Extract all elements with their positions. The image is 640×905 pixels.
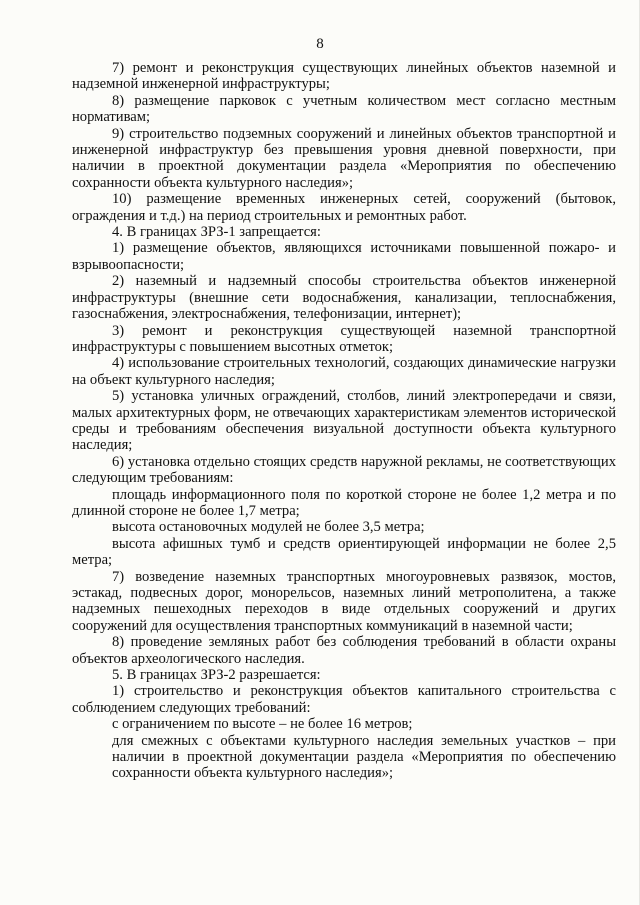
paragraph: высота афишных тумб и средств ориентирующей информации не более 2,5 метра; — [72, 535, 616, 569]
paragraph: высота остановочных модулей не более 3,5 метра; — [112, 519, 425, 536]
paragraph: 4) использование строительных технологий, создающих динамические нагрузки на объект культурного наследия; — [72, 355, 616, 388]
paragraph: 9) строительство подземных сооружений и линейных объектов транспортной и инженерной инфраструктур без превышения уровня дневной поверхности, при наличии в проектной документации раздела «Мероприятия по обеспечению сохранности объекта культурного наследия»; — [72, 125, 616, 191]
document-body — [72, 60, 616, 782]
section-heading: 4. В границах ЗРЗ-1 запрещается: — [112, 224, 321, 241]
paragraph: 8) размещение парковок с учетным количеством мест согласно местным нормативам; — [72, 92, 616, 126]
paragraph: 10) размещение временных инженерных сетей, сооружений (бытовок, ограждения и т.д.) на период строительных и ремонтных работ. — [72, 191, 616, 224]
page-number: 8 — [316, 36, 324, 52]
paragraph: для смежных с объектами культурного наследия земельных участков – при наличии в проектной документации раздела «Мероприятия по обеспечению сохранности объекта культурного наследия»; — [112, 732, 616, 782]
paragraph: 6) установка отдельно стоящих средств наружной рекламы, не соответствующих следующим требованиям: — [72, 453, 616, 487]
paragraph: 7) возведение наземных транспортных многоуровневых развязок, мостов, эстакад, подвесных дорог, монорельсов, наземных линий метрополитена, а также надземных пешеходных переходов в виде отдельных сооружений и других сооружений для осуществления транспортных коммуникаций в наземной части; — [72, 568, 616, 634]
paragraph: 1) размещение объектов, являющихся источниками повышенной пожаро- и взрывоопасности; — [72, 240, 616, 273]
paragraph: 7) ремонт и реконструкция существующих линейных объектов наземной и надземной инженерной инфраструктуры; — [72, 60, 616, 93]
paragraph: 8) проведение земляных работ без соблюдения требований в области охраны объектов археологического наследия. — [72, 634, 616, 667]
paragraph: 3) ремонт и реконструкция существующей наземной транспортной инфраструктуры с повышением высотных отметок; — [72, 322, 616, 355]
section-heading: 5. В границах ЗРЗ-2 разрешается: — [112, 667, 321, 684]
paragraph: площадь информационного поля по короткой стороне не более 1,2 метра и по длинной стороне не более 1,7 метра; — [72, 486, 616, 519]
paragraph: 2) наземный и надземный способы строительства объектов инженерной инфраструктуры (внешние сети водоснабжения, канализации, теплоснабжения, газоснабжения, электроснабжения, телефонизации, интернет); — [72, 273, 616, 323]
paragraph: с ограничением по высоте – не более 16 метров; — [112, 716, 413, 733]
paragraph: 1) строительство и реконструкция объектов капитального строительства с соблюдением следующих требований: — [72, 683, 616, 716]
paragraph: 5) установка уличных ограждений, столбов, линий электропередачи и связи, малых архитектурных форм, не отвечающих характеристикам элементов исторической среды и требованиям обеспечения визуальной доступности объекта культурного наследия; — [72, 388, 616, 454]
